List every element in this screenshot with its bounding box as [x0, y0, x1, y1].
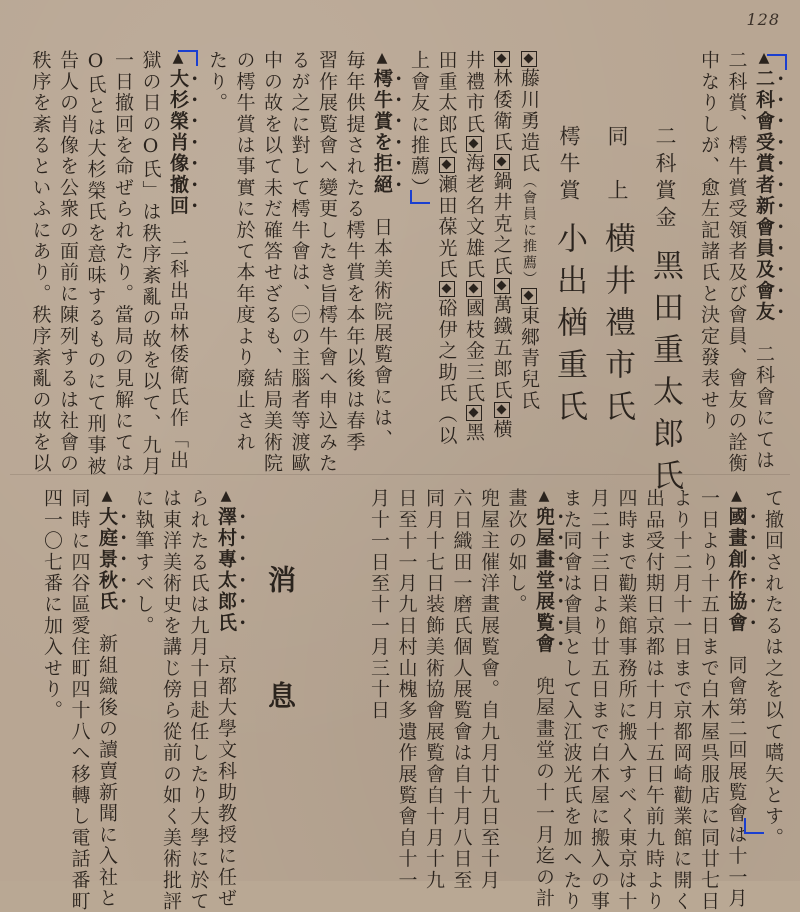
members-line-5: 上會友に推薦） — [408, 50, 430, 199]
section-divider — [10, 474, 790, 475]
osugi-section — [26, 50, 200, 477]
chogyu-line-1: ▲樗牛賞を拒絕 日本美術院展覧會には、 — [371, 50, 393, 450]
box-diamond-icon — [466, 136, 482, 152]
page-number: 128 — [746, 10, 780, 29]
gado-line-2: 畫次の如し。 — [505, 488, 528, 616]
gado-heading: 兜屋畫堂展覧會 — [533, 506, 555, 655]
nika-announcement — [695, 50, 787, 474]
nika-heading: 二科會受賞者新會員及會友 — [753, 68, 775, 323]
kokuga-heading: 國畫創作協會 — [725, 506, 748, 634]
chogyu-line-7: たり。 — [206, 50, 228, 114]
oba-line-1: ▲大庭景秋氏 新組織後の讀賣新聞に入社と — [96, 488, 118, 910]
nika-line-3: 中なりしが、愈左記諸氏と決定發表せり — [698, 50, 720, 432]
award-2 — [595, 125, 640, 432]
kokuga-line-3: より十二月十一日まで京都岡崎勸業館に開く — [670, 488, 693, 912]
sawamura-line-1: ▲澤村專太郎氏 京都大學文科助教授に任ぜ — [215, 488, 237, 910]
award-name: 小出楢重氏 — [551, 222, 587, 432]
osugi-line-4: O氏とは大杉榮氏を意味するものにて刑事被 — [84, 50, 107, 477]
box-diamond-icon — [466, 281, 482, 297]
kokuga-line-4: 出品受付期日京都は十月十五日午前九時より — [643, 488, 665, 912]
kokuga-line-7: また同會は會員として入江波光氏を加へたり — [560, 488, 583, 912]
award-label: 同 上 — [605, 125, 629, 206]
kokuga-section — [557, 488, 786, 912]
chogyu-line-2: 毎年供提されたる樗牛賞を本年以後は春季 — [343, 50, 366, 453]
osugi-line-5: 告人の肖像を公衆の面前に陳列するは社會の — [57, 50, 79, 474]
annotation-bracket-start — [410, 190, 430, 204]
osugi-line-3: 一日撤回を命ぜられたり。當局の見解にては — [112, 50, 134, 474]
chogyu-line-5: 中の故を以て未だ確答せざるも、結局美術院 — [261, 50, 283, 474]
chogyu-line-6: の樗牛賞は事實に於て本年度より廢止され — [233, 50, 256, 453]
sawamura-line-2: られたる氏は九月十日赴任したり大學に於て — [187, 488, 210, 912]
oba-line-2: 同時に四谷區愛住町四十八へ移轉し電話番町 — [68, 488, 91, 912]
sawamura-line-4: に執筆すべし。 — [132, 488, 155, 637]
gado-line-5: 同月十七日装飾美術協會展覧會自十月十九 — [423, 488, 445, 891]
chogyu-line-3: 習作展覧會へ變更したき旨樗牛會へ申込みた — [316, 50, 338, 474]
kokuga-line-5: 四時まで勸業館事務所に搬入すべく東京は十 — [615, 488, 638, 912]
gado-line-1: ▲兜屋畫堂展覧會 兜屋畫堂の十一月迄の計 — [533, 488, 555, 910]
annotation-bracket-end — [178, 50, 198, 66]
award-1 — [643, 125, 688, 501]
members-line-1: 藤川勇造氏（會員に推薦）東郷青兒氏 — [515, 50, 543, 460]
box-diamond-icon — [439, 281, 455, 297]
award-name: 黑田重太郎氏 — [647, 249, 683, 501]
osugi-line-1: ▲大杉榮肖像撤回 二科出品林倭衛氏作「出 — [167, 50, 189, 472]
box-diamond-icon — [494, 154, 510, 170]
gado-line-4: 六日織田一磨氏個人展覧會は自十月八日至 — [450, 488, 473, 891]
chogyu-section — [203, 50, 405, 474]
sawamura-heading: 澤村專太郎氏 — [215, 506, 237, 634]
members-line-3: 井禮市氏海老名文雄氏國枝金三氏黑 — [463, 50, 485, 444]
gado-line-7: 月十一日至十一月三十日 — [368, 488, 390, 722]
osugi-heading: 大杉榮肖像撤回 — [167, 68, 189, 217]
box-diamond-icon — [439, 157, 455, 173]
box-diamond-icon — [494, 278, 510, 294]
annotation-bracket-end — [744, 818, 764, 834]
members-line-4: 田重太郎氏瀬田葆光氏硲伊之助氏（以 — [435, 50, 458, 447]
messages-section — [38, 488, 249, 912]
annotation-bracket-start — [767, 54, 787, 70]
award-label: 二科賞金 — [653, 125, 677, 233]
box-diamond-icon — [466, 405, 482, 421]
gado-line-3: 兜屋主催洋畫展覧會。自九月廿九日至十月 — [478, 488, 500, 891]
nika-line-1: ▲二科會受賞者新會員及會友 二科會にては — [753, 50, 775, 472]
box-diamond-icon — [521, 288, 537, 304]
oba-line-3: 四一〇七番に加入せり。 — [41, 488, 63, 722]
kokuga-line-2: 一日より十五日まで白木屋呉服店に同廿七日 — [698, 488, 720, 912]
chogyu-line-4: るが之に對して樗牛會は、㊀の主腦者等渡歐 — [288, 50, 311, 474]
messages-title: 消 息 — [264, 565, 297, 739]
osugi-line-2: 獄の日のO氏」は秩序紊亂の故を以て、九月 — [139, 50, 162, 477]
box-diamond-icon — [494, 402, 510, 418]
award-label: 樗牛賞 — [557, 125, 581, 206]
box-diamond-icon — [521, 51, 537, 67]
gado-line-6: 日至十一月九日村山槐多遺作展覧會自十一 — [395, 488, 418, 891]
box-diamond-icon — [494, 51, 510, 67]
kokuga-lead: て撤回されたるは之を以て嚆矢とす。 — [762, 488, 784, 849]
osugi-line-6: 秩序を紊るといふにあり。秩序紊亂の故を以 — [29, 50, 52, 474]
nika-line-2: 二科賞、樗牛賞受領者及び會員、會友の詮衡 — [725, 50, 748, 474]
sawamura-line-3: は東洋美術史を講じ傍ら從前の如く美術批評 — [160, 488, 182, 912]
oba-heading: 大庭景秋氏 — [96, 506, 118, 613]
award-name: 横井禮市氏 — [599, 222, 635, 432]
kokuga-line-1: ▲國畫創作協會 同會第二回展覧會は十一月 — [725, 488, 748, 910]
chogyu-heading: 樗牛賞を拒絕 — [371, 68, 393, 196]
award-3 — [547, 125, 592, 432]
nika-members — [405, 50, 543, 460]
kokuga-line-6: 月二十三日より廿五日まで白木屋に搬入の事 — [588, 488, 610, 912]
members-line-2: 林倭衛氏鍋井克之氏萬鐵五郎氏横 — [487, 50, 515, 460]
gado-section — [365, 488, 567, 910]
